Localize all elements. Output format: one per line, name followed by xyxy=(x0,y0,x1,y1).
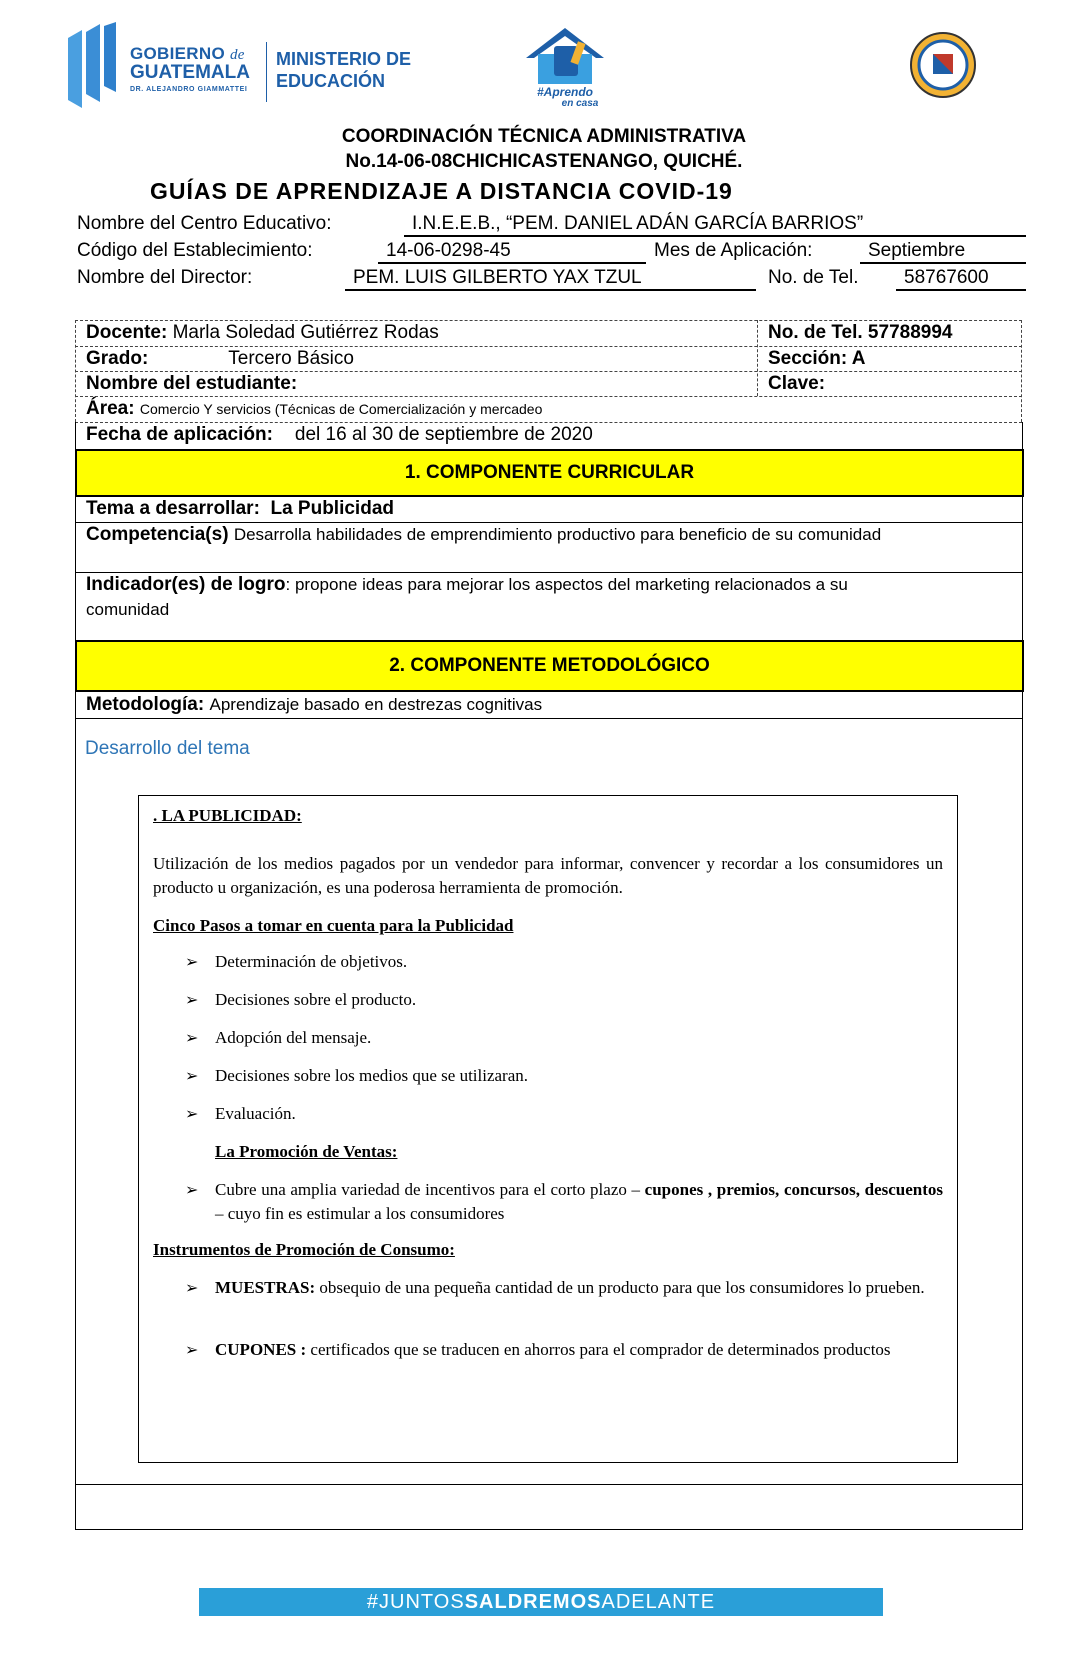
mes-label: Mes de Aplicación: xyxy=(654,240,813,261)
table-row-divider xyxy=(75,422,1022,423)
indicador-row-cont: comunidad xyxy=(86,600,170,619)
promocion-text: Cubre una amplia variedad de incentivos para el corto plazo – cupones , premios, concursos, descuentos – cuyo fin es estimular a los consumidores xyxy=(215,1180,944,1223)
logo-divider xyxy=(266,42,267,102)
seccion: Sección: A xyxy=(768,348,866,369)
table-border-left xyxy=(75,422,76,1530)
componente-curricular-banner: 1. COMPONENTE CURRICULAR xyxy=(75,449,1024,497)
paso-item: Adopción del mensaje. xyxy=(215,1028,372,1047)
flag-bars-icon xyxy=(66,22,118,108)
row-divider xyxy=(75,572,1022,573)
svg-text:#Aprendo: #Aprendo xyxy=(536,85,594,99)
guia-title: GUÍAS DE APRENDIZAJE A DISTANCIA COVID-19 xyxy=(150,178,733,204)
arrow-bullet-icon: ➢ xyxy=(185,1278,199,1297)
aprendo-en-casa-logo xyxy=(520,24,610,110)
gob-line2: GUATEMALA xyxy=(130,62,250,83)
row-divider xyxy=(75,1484,1022,1485)
paso-item: Evaluación. xyxy=(215,1104,296,1123)
competencia-row: Competencia(s) Desarrolla habilidades de emprendimiento productivo para beneficio de su comunidad xyxy=(86,524,882,545)
docente-row: Docente: Marla Soledad Gutiérrez Rodas xyxy=(86,322,439,343)
arrow-bullet-icon: ➢ xyxy=(185,1028,199,1047)
row-divider xyxy=(75,718,1022,719)
promocion-title: La Promoción de Ventas: xyxy=(215,1142,398,1161)
cupones-item: CUPONES : certificados que se traducen en ahorros para el comprador de determinados productos xyxy=(215,1340,891,1359)
publicidad-heading: . LA PUBLICIDAD: xyxy=(153,806,302,825)
row-divider xyxy=(75,522,1022,523)
arrow-bullet-icon: ➢ xyxy=(185,1340,199,1359)
centro-label: Nombre del Centro Educativo: xyxy=(77,213,332,234)
gobierno-logo xyxy=(66,20,426,110)
desarrollo-heading: Desarrollo del tema xyxy=(85,738,250,759)
mes-value: Septiembre xyxy=(860,240,1026,264)
table-row-divider xyxy=(75,346,1022,347)
arrow-bullet-icon: ➢ xyxy=(185,952,199,971)
estudiante-label: Nombre del estudiante: xyxy=(86,373,298,394)
arrow-bullet-icon: ➢ xyxy=(185,990,199,1009)
codigo-label: Código del Establecimiento: xyxy=(77,240,313,261)
centro-value: I.N.E.E.B., “PEM. DANIEL ADÁN GARCÍA BARRIOS” xyxy=(404,213,1026,237)
tel-label: No. de Tel. xyxy=(768,267,859,288)
area-row: Área: Comercio Y servicios (Técnicas de Comercialización y mercadeo xyxy=(86,398,543,419)
muestras-item: MUESTRAS: obsequio de una pequeña cantidad de un producto para que los consumidores lo prueben. xyxy=(215,1278,925,1297)
table-border-bottom xyxy=(75,1529,1023,1530)
gob-line1: GOBIERNO de xyxy=(130,44,245,63)
arrow-bullet-icon: ➢ xyxy=(185,1180,199,1199)
table-border-right xyxy=(1021,320,1022,422)
paso-item: Decisiones sobre el producto. xyxy=(215,990,417,1009)
ministerio-logo-text: MINISTERIO DE EDUCACIÓN xyxy=(276,49,412,91)
clave-label: Clave: xyxy=(768,373,826,394)
house-book-icon xyxy=(520,24,610,110)
tel-value: 58767600 xyxy=(896,267,1026,291)
gob-line3: DR. ALEJANDRO GIAMMATTEI xyxy=(130,86,248,93)
table-col-divider xyxy=(757,320,758,396)
coordinacion-title: COORDINACIÓN TÉCNICA ADMINISTRATIVA xyxy=(341,126,747,147)
metodologia-row: Metodología: Aprendizaje basado en destrezas cognitivas xyxy=(86,694,543,715)
director-value: PEM. LUIS GILBERTO YAX TZUL xyxy=(345,267,756,291)
director-label: Nombre del Director: xyxy=(77,267,253,288)
docente-tel: No. de Tel. 57788994 xyxy=(768,322,953,343)
table-border-right xyxy=(1022,422,1023,1530)
publicidad-definition: Utilización de los medios pagados por un vendedor para informar, convencer y recordar a los consumidores un producto u organización, es una poderosa herramienta de promoción. xyxy=(153,854,943,897)
fecha-row: Fecha de aplicación: del 16 al 30 de septiembre de 2020 xyxy=(86,424,593,445)
institute-seal xyxy=(908,30,978,100)
tema-row: Tema a desarrollar: La Publicidad xyxy=(86,498,394,519)
header-logos xyxy=(60,14,1040,114)
componente-metodologico-banner: 2. COMPONENTE METODOLÓGICO xyxy=(75,640,1024,692)
content-box xyxy=(138,795,958,1463)
codigo-value: 14-06-0298-45 xyxy=(378,240,646,264)
svg-text:en casa: en casa xyxy=(561,98,599,109)
table-row-divider xyxy=(75,396,1022,397)
coordinacion-code: No.14-06-08CHICHICASTENANGO, QUICHÉ. xyxy=(345,151,743,172)
arrow-bullet-icon: ➢ xyxy=(185,1104,199,1123)
paso-item: Decisiones sobre los medios que se utilizaran. xyxy=(215,1066,529,1085)
table-row-divider xyxy=(75,371,1022,372)
table-border-left xyxy=(75,320,76,422)
paso-item: Determinación de objetivos. xyxy=(215,952,408,971)
instrumentos-title: Instrumentos de Promoción de Consumo: xyxy=(153,1240,455,1259)
grado-row: Grado: Tercero Básico xyxy=(86,348,354,369)
indicador-row: Indicador(es) de logro: propone ideas para mejorar los aspectos del marketing relacionados a su xyxy=(86,574,848,595)
footer-hashtag-banner: #JUNTOSSALDREMOSADELANTE xyxy=(199,1588,883,1616)
seal-gear-icon xyxy=(908,30,978,100)
arrow-bullet-icon: ➢ xyxy=(185,1066,199,1085)
table-border-top xyxy=(75,320,1022,321)
pasos-title: Cinco Pasos a tomar en cuenta para la Publicidad xyxy=(153,916,514,935)
